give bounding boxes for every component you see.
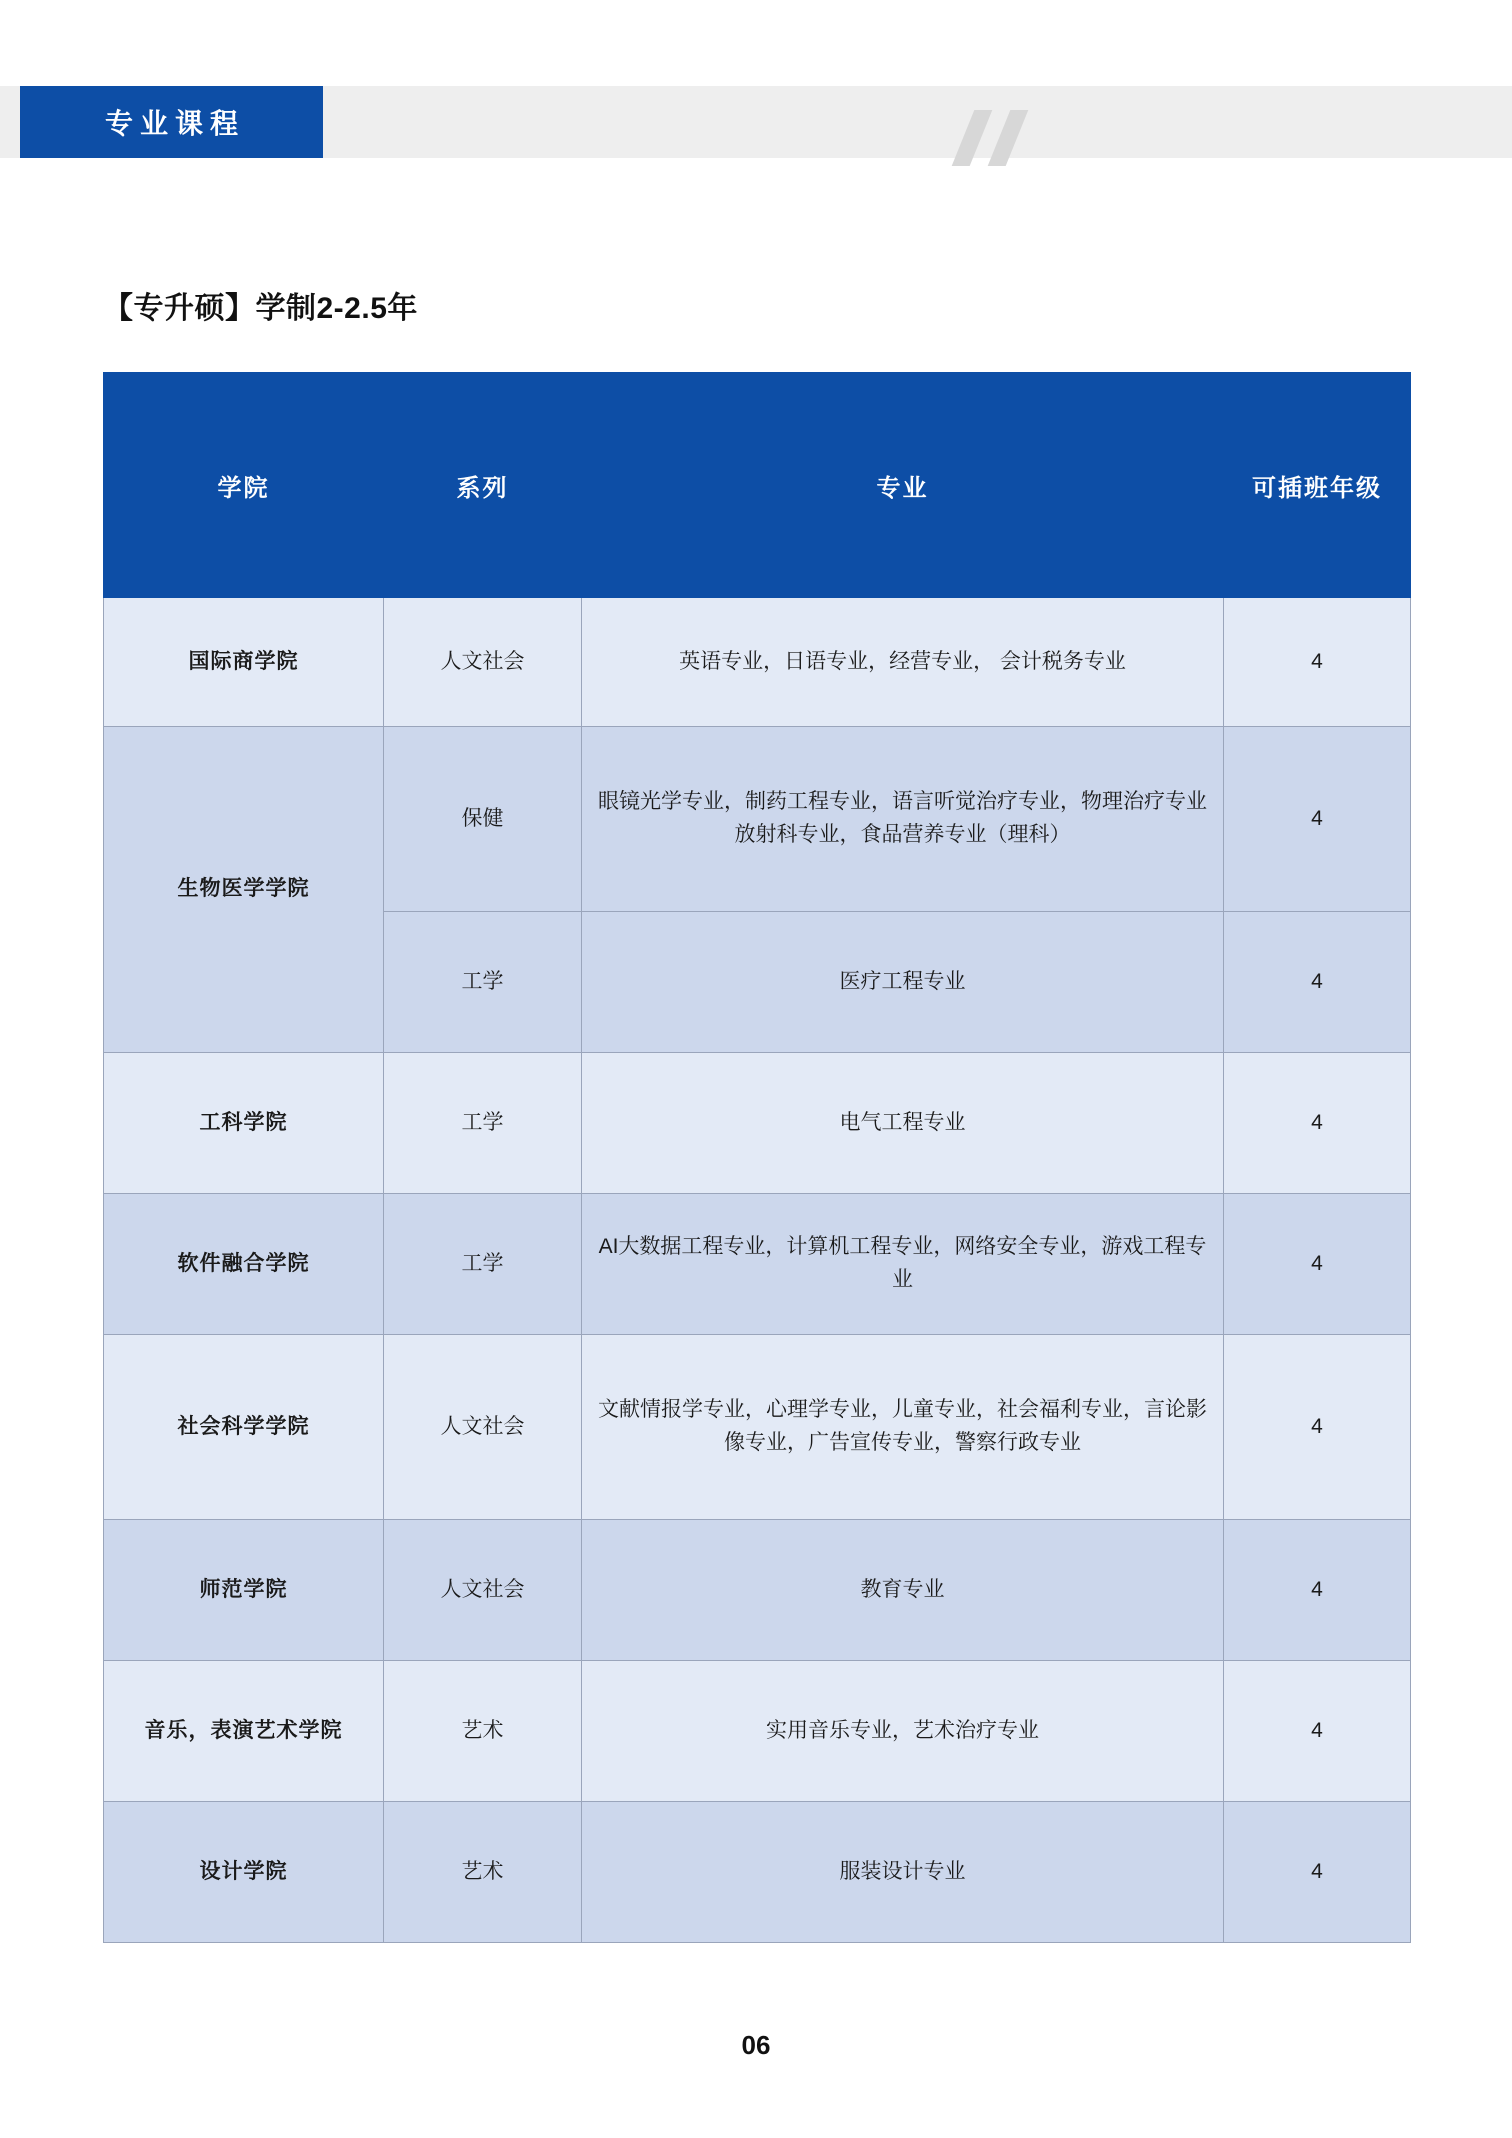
table-header-row bbox=[104, 373, 1411, 598]
cell-major: 英语专业，日语专业，经营专业， 会计税务专业 bbox=[582, 598, 1224, 727]
cell-grade: 4 bbox=[1224, 727, 1411, 912]
cell-college: 软件融合学院 bbox=[104, 1194, 384, 1335]
cell-major: AI大数据工程专业，计算机工程专业，网络安全专业，游戏工程专业 bbox=[582, 1194, 1224, 1335]
cell-college: 工科学院 bbox=[104, 1053, 384, 1194]
double-slash-icon bbox=[955, 110, 1075, 165]
table-row bbox=[104, 1053, 1411, 1194]
table-header bbox=[104, 373, 1411, 598]
cell-grade: 4 bbox=[1224, 598, 1411, 727]
cell-major: 眼镜光学专业，制药工程专业，语言听觉治疗专业，物理治疗专业放射科专业，食品营养专业（理科） bbox=[582, 727, 1224, 912]
cell-college: 音乐，表演艺术学院 bbox=[104, 1661, 384, 1802]
cell-grade: 4 bbox=[1224, 1335, 1411, 1520]
column-header-major: 专业 bbox=[582, 373, 1224, 598]
cell-department: 艺术 bbox=[384, 1661, 582, 1802]
column-header-college: 学院 bbox=[104, 373, 384, 598]
cell-major: 文献情报学专业，心理学专业，儿童专业，社会福利专业，言论影像专业，广告宣传专业，警察行政专业 bbox=[582, 1335, 1224, 1520]
table-row bbox=[104, 1335, 1411, 1520]
cell-grade: 4 bbox=[1224, 912, 1411, 1053]
cell-department: 保健 bbox=[384, 727, 582, 912]
cell-major: 实用音乐专业，艺术治疗专业 bbox=[582, 1661, 1224, 1802]
table-row bbox=[104, 1661, 1411, 1802]
cell-grade: 4 bbox=[1224, 1661, 1411, 1802]
cell-college: 生物医学学院 bbox=[104, 727, 384, 1053]
majors-table bbox=[103, 372, 1411, 1943]
cell-college: 设计学院 bbox=[104, 1802, 384, 1943]
page-number: 06 bbox=[741, 2030, 771, 2060]
section-tab-label: 专业课程 bbox=[104, 108, 245, 139]
cell-college: 社会科学学院 bbox=[104, 1335, 384, 1520]
cell-department: 工学 bbox=[384, 912, 582, 1053]
cell-college: 师范学院 bbox=[104, 1520, 384, 1661]
cell-department: 工学 bbox=[384, 1194, 582, 1335]
majors-table-container bbox=[103, 372, 1410, 1943]
table-row bbox=[104, 1194, 1411, 1335]
cell-department: 工学 bbox=[384, 1053, 582, 1194]
table-row bbox=[104, 598, 1411, 727]
cell-grade: 4 bbox=[1224, 1520, 1411, 1661]
cell-department: 人文社会 bbox=[384, 598, 582, 727]
page-title: 【专升硕】学制2-2.5年 bbox=[103, 292, 418, 325]
cell-major: 教育专业 bbox=[582, 1520, 1224, 1661]
cell-major: 服装设计专业 bbox=[582, 1802, 1224, 1943]
column-header-grade: 可插班年级 bbox=[1224, 373, 1411, 598]
cell-department: 人文社会 bbox=[384, 1335, 582, 1520]
cell-grade: 4 bbox=[1224, 1802, 1411, 1943]
table-body bbox=[104, 598, 1411, 1943]
section-tab bbox=[20, 86, 323, 158]
cell-college: 国际商学院 bbox=[104, 598, 384, 727]
column-header-department: 系列 bbox=[384, 373, 582, 598]
cell-department: 人文社会 bbox=[384, 1520, 582, 1661]
cell-grade: 4 bbox=[1224, 1053, 1411, 1194]
table-row bbox=[104, 1520, 1411, 1661]
cell-grade: 4 bbox=[1224, 1194, 1411, 1335]
cell-department: 艺术 bbox=[384, 1802, 582, 1943]
cell-major: 医疗工程专业 bbox=[582, 912, 1224, 1053]
table-row bbox=[104, 1802, 1411, 1943]
table-row bbox=[104, 727, 1411, 912]
cell-major: 电气工程专业 bbox=[582, 1053, 1224, 1194]
